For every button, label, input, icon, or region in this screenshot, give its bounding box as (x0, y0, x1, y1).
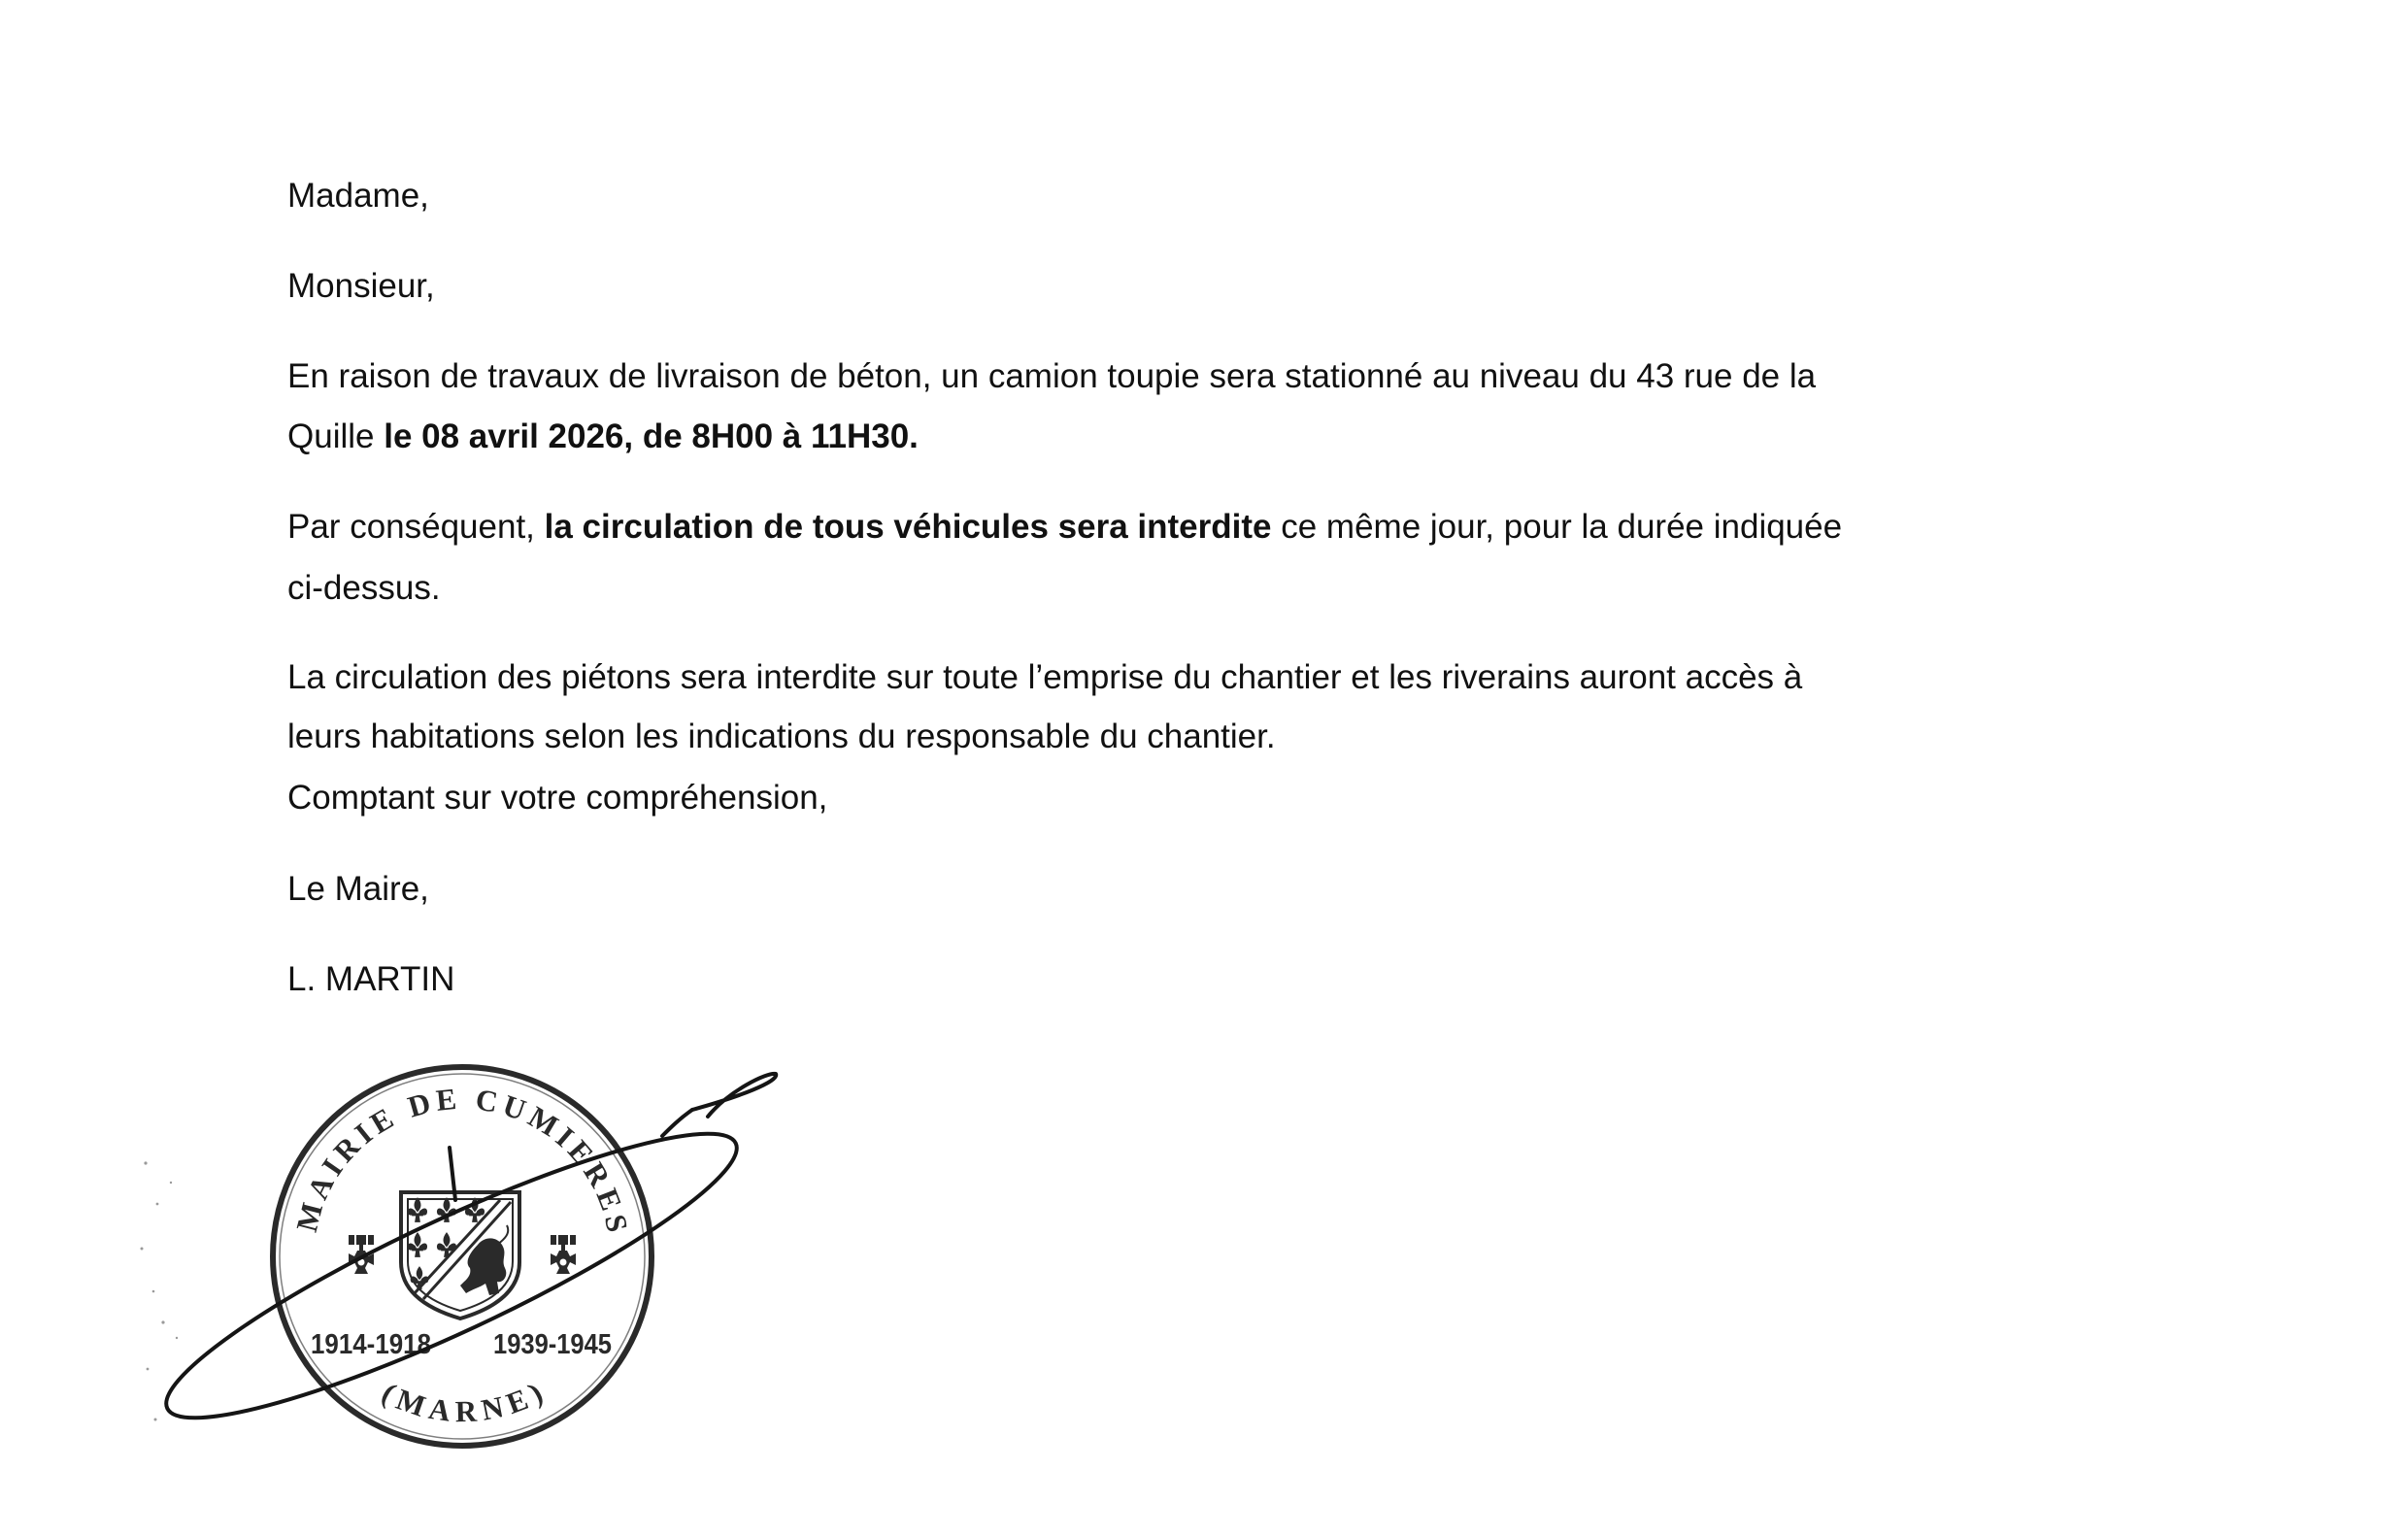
fleur-de-lis-icon (465, 1197, 485, 1222)
salutation-monsieur: Monsieur, (287, 267, 435, 305)
paragraph-2-line-2: ci-dessus. (287, 569, 441, 607)
scan-speckles (141, 1161, 179, 1420)
fleur-de-lis-icon (408, 1232, 427, 1257)
paragraph-1-line-2 (287, 414, 919, 460)
war-cross-left-icon (349, 1235, 374, 1274)
paragraph-1-line-1: En raison de travaux de livraison de béton, un camion toupie sera stationné au niveau du 43 rue de la (287, 357, 1817, 395)
coat-of-arms-icon (401, 1192, 519, 1319)
fleur-de-lis-icon (437, 1232, 456, 1257)
lion-icon (460, 1238, 506, 1295)
stamp-top-text-path: MAIRIE DE CUMIERES (289, 1081, 635, 1236)
paragraph-2-text-start: Par conséquent, (287, 508, 545, 546)
handwritten-signature (144, 1074, 777, 1459)
stamp-top-text (289, 1082, 635, 1235)
paragraph-2-emphasis: la circulation de tous véhicules sera interdite (544, 508, 1272, 546)
paragraph-1-text: Quille (287, 417, 385, 455)
war-cross-right-icon (551, 1235, 576, 1274)
stamp-outer-ring (273, 1067, 652, 1446)
paragraph-3-line-2: leurs habitations selon les indications du responsable du chantier. (287, 718, 1276, 755)
fleur-de-lis-icon (437, 1197, 456, 1222)
stamp-inner-ring (280, 1074, 645, 1439)
fleur-de-lis-icon (411, 1266, 429, 1289)
stamp-bottom-text-path: (MARNE) (376, 1375, 549, 1429)
paragraph-1-date-emphasis: le 08 avril 2026, de 8H00 à 11H30. (384, 417, 919, 455)
paragraph-2-line-1 (287, 504, 1842, 551)
paragraph-3-line-3: Comptant sur votre compréhension, (287, 779, 828, 817)
stamp-bottom-text (377, 1376, 549, 1429)
stamp-left-year: 1914-1918 (311, 1329, 431, 1360)
fleur-de-lis-icon (408, 1197, 427, 1222)
signatory-name: L. MARTIN (287, 960, 455, 998)
salutation-madame: Madame, (287, 177, 429, 215)
paragraph-3-line-1: La circulation des piétons sera interdite sur toute l’emprise du chantier et les riverains auront accès à (287, 658, 1803, 696)
closing-title: Le Maire, (287, 870, 429, 908)
stamp-right-year: 1939-1945 (493, 1329, 612, 1360)
paragraph-2-text-end: ce même jour, pour la durée indiquée (1271, 508, 1843, 546)
